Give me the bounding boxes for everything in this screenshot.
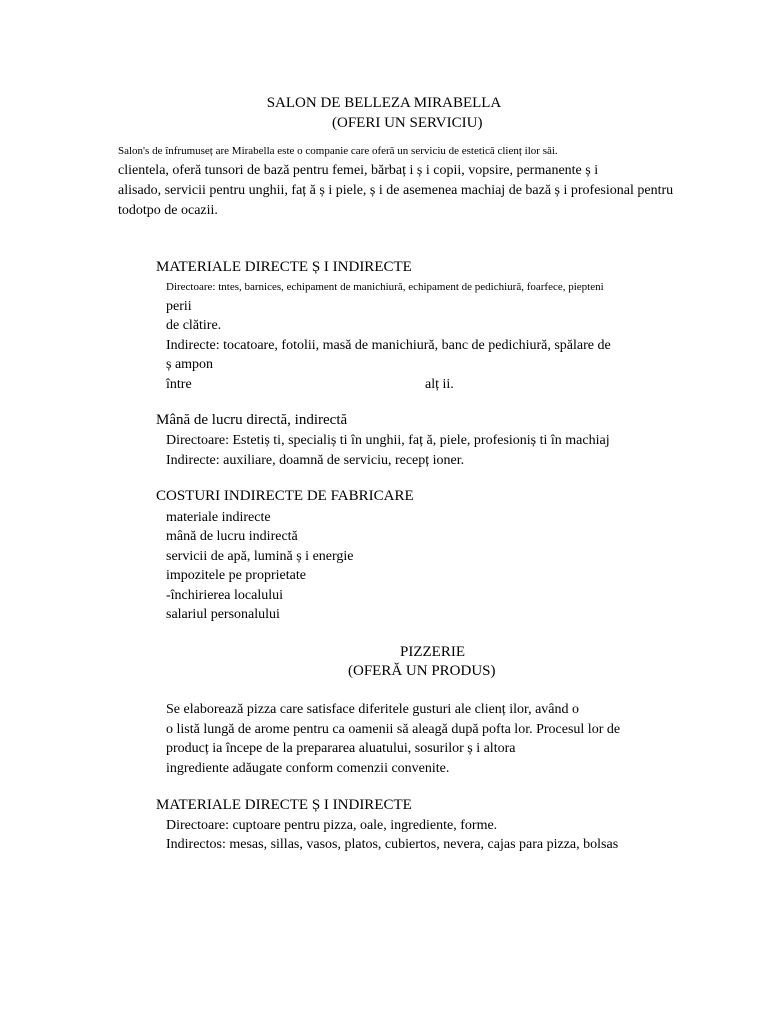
pizzerie-intro-line: o listă lungă de arome pentru ca oamenii să aleagă după pofta lor. Procesul lor de — [166, 722, 621, 737]
heading-text: COSTURI INDIRECTE DE FABRICARE — [156, 488, 414, 504]
salon-materials-text: Indirecte: tocatoare, fotolii, masă de manichiură, banc de pedichiură, spălare de — [166, 338, 611, 353]
salon-costs-heading — [142, 489, 414, 504]
salon-materials-line: ș ampon — [166, 357, 214, 372]
salon-intro-line-1 — [118, 146, 674, 157]
pizzerie-intro-line: Se elaborează pizza care satisface diferitele gusturi ale clienț ilor, având o — [166, 702, 579, 717]
salon-costs-item: salariul personalului — [166, 607, 280, 622]
salon-costs-item: -închirierea localului — [166, 588, 283, 603]
salon-labor-line: Indirecte: auxiliare, doamnă de serviciu, recepț ioner. — [166, 453, 465, 468]
pizzerie-materials-line: Indirectos: mesas, sillas, vasos, platos, cubiertos, nevera, cajas para pizza, bolsas — [166, 837, 619, 852]
salon-materials-last-left: între — [166, 377, 192, 392]
pizzerie-intro-line: producț ia începe de la prepararea aluatului, sosurilor ș i altora — [166, 741, 516, 756]
salon-materials-heading — [142, 260, 412, 275]
salon-subtitle: (OFERI UN SERVICIU) — [332, 115, 483, 131]
salon-materials-last-right: alț ii. — [425, 377, 454, 392]
salon-costs-item: servicii de apă, lumină ș i energie — [166, 549, 354, 564]
salon-intro-text: clientela, oferă tunsori de bază pentru femei, bărbaț i ș i copii, vopsire, permanente ș i — [118, 163, 599, 178]
salon-intro-line-4: todotpo de ocazii. — [118, 203, 218, 218]
salon-materials-line — [166, 339, 674, 353]
salon-intro-text: Salon's de înfrumuseț are Mirabella este o companie care oferă un serviciu de estetică clienț ilor săi. — [118, 145, 558, 157]
heading-text: Mână de lucru directă, indirectă — [156, 412, 348, 428]
salon-labor-heading — [142, 413, 347, 428]
heading-text: MATERIALE DIRECTE Ș I INDIRECTE — [156, 797, 412, 813]
salon-costs-item: mână de lucru indirectă — [166, 529, 298, 544]
salon-materials-line: perii — [166, 299, 192, 314]
salon-title: SALON DE BELLEZA MIRABELLA — [266, 95, 502, 111]
salon-intro-line-3 — [118, 184, 710, 198]
salon-intro-text: alisado, servicii pentru unghii, faț ă ș i piele, ș i de asemenea machiaj de bază ș i profesional pentru — [118, 183, 674, 198]
salon-intro-line-2 — [118, 164, 678, 178]
salon-costs-item: impozitele pe proprietate — [166, 568, 306, 583]
pizzerie-materials-line: Directoare: cuptoare pentru pizza, oale, ingrediente, forme. — [166, 818, 498, 833]
pizzerie-materials-heading — [142, 798, 412, 813]
salon-materials-line: Directoare: tntes, barnices, echipament de manichiură, echipament de pedichiură, foarfece, piepteni — [166, 281, 604, 293]
salon-costs-item: materiale indirecte — [166, 510, 271, 525]
pizzerie-subtitle: (OFERĂ UN PRODUS) — [348, 663, 496, 679]
heading-text: MATERIALE DIRECTE Ș I INDIRECTE — [156, 259, 412, 275]
pizzerie-intro-line: ingrediente adăugate conform comenzii convenite. — [166, 761, 450, 776]
salon-labor-line: Directoare: Estetiș ti, specialiș ti în unghii, faț ă, piele, profesioniș ti în machiaj — [166, 433, 610, 448]
salon-materials-line: de clătire. — [166, 318, 222, 333]
pizzerie-title: PIZZERIE — [400, 644, 465, 660]
